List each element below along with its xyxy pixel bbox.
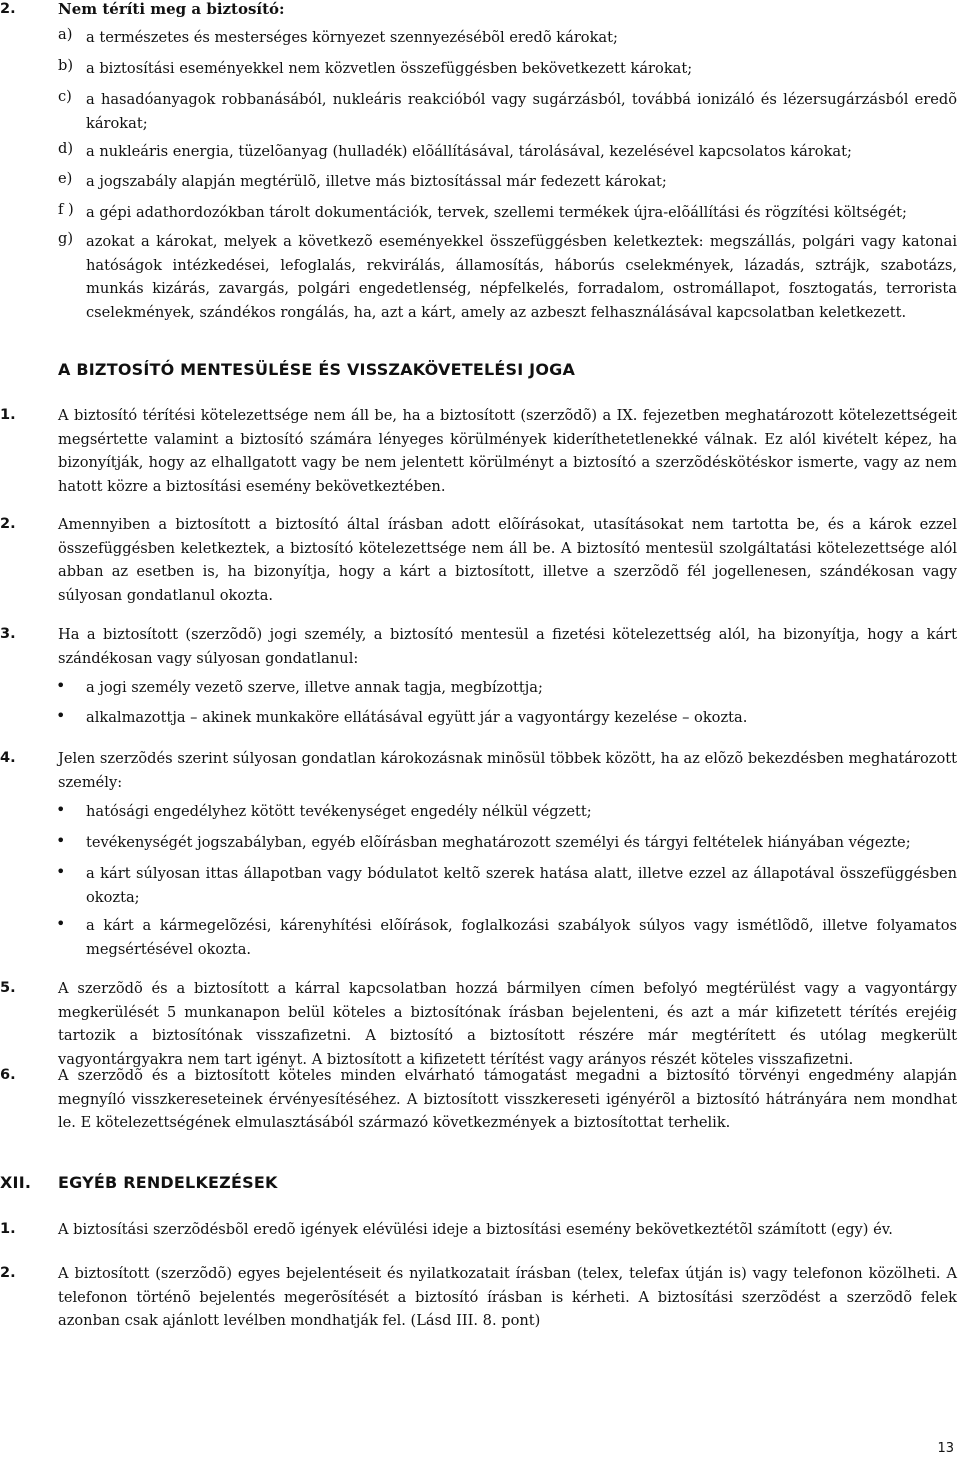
chapter-number: XII. <box>0 1173 32 1192</box>
list-letter: c) <box>58 88 72 105</box>
list-item-text: a hasadóanyagok robbanásából, nukleáris reakcióból vagy sugárzásból, továbbá ionizáló és lézersugárzásból eredõ károkat; <box>86 91 957 132</box>
list-item-text: a jogszabály alapján megtérülõ, illetve más biztosítással már fedezett károkat; <box>86 173 667 190</box>
paragraph-number: 5. <box>0 980 16 996</box>
paragraph-text: Amennyiben a biztosított a biztosító által írásban adott elõírásokat, utasításokat nem tartotta be, és a károk ezzel összefüggésben keletkeztek, a biztosító kötelezettsége nem áll be. A biztosító mentesül szolgáltatási kötelezettsége alól abban az esetben is, ha bizonyítja, hogy a kárt a biztosított, illetve a szerzõdõ fél jogellenesen, szándékosan vagy súlyosan gondatlanul okozta. <box>58 516 957 604</box>
bullet-text: a kárt súlyosan ittas állapotban vagy bódulatot keltõ szerek hatása alatt, illetve ezzel az állapotával összefüggésben okozta; <box>86 865 957 906</box>
bullet-icon: • <box>56 914 66 933</box>
list-letter: d) <box>58 140 74 157</box>
bullet-icon: • <box>56 800 66 819</box>
list-item-text: a gépi adathordozókban tárolt dokumentációk, tervek, szellemi termékek újra-elõállítási és rögzítési költségét; <box>86 204 907 221</box>
paragraph-text: Ha a biztosított (szerzõdõ) jogi személy, a biztosító mentesül a fizetési kötelezettség alól, ha bizonyítja, hogy a kárt szándékosan vagy súlyosan gondatlanul: <box>58 626 957 667</box>
paragraph-text: A biztosított (szerzõdõ) egyes bejelentéseit és nyilatkozatait írásban (telex, telefax útján is) vagy telefonon közölheti. A telefonon történõ bejelentés megerõsítését a biztosító írásban is kérheti. A biztosítási szerzõdést a szerzõdõ felek azonban csak ajánlott levélben mondhatják fel. (Lásd III. 8. pont) <box>58 1265 957 1330</box>
list-item-text: azokat a károkat, melyek a következõ eseményekkel összefüggésben keletkeztek: megszállás, polgári vagy katonai hatóságok intézkedései, lefoglalás, rekvirálás, államosítás, háborús cselekmények, lázadás, sztrájk, szabotázs, munkás kizárás, zavargás, polgári engedetlenség, népfelkelés, forradalom, ostromállapot, fosztogatás, terrorista cselekmények, szándékos rongálás, ha, azt a kárt, amely az azbeszt felhasználásával kapcsolatban keletkezett. <box>86 233 957 321</box>
paragraph-number: 1. <box>0 407 16 423</box>
paragraph-number: 3. <box>0 626 16 642</box>
list-item-text: a biztosítási eseményekkel nem közvetlen összefüggésben bekövetkezett károkat; <box>86 60 693 77</box>
bullet-icon: • <box>56 862 66 881</box>
bullet-text: a jogi személy vezetõ szerve, illetve annak tagja, megbízottja; <box>86 679 543 696</box>
paragraph-number: 2. <box>0 516 16 532</box>
paragraph-number: 4. <box>0 750 16 766</box>
paragraph-number: 6. <box>0 1067 16 1083</box>
chapter-heading: EGYÉB RENDELKEZÉSEK <box>58 1173 278 1192</box>
list-letter: a) <box>58 26 73 43</box>
paragraph-text: Jelen szerzõdés szerint súlyosan gondatlan károkozásnak minõsül többek között, ha az elõzõ bekezdésben meghatározott személy: <box>58 750 957 791</box>
bullet-text: tevékenységét jogszabályban, egyéb elõírásban meghatározott személyi és tárgyi feltételek hiányában végezte; <box>86 834 911 851</box>
paragraph-text: A biztosító térítési kötelezettsége nem áll be, ha a biztosított (szerzõdõ) a IX. fejezetben meghatározott kötelezettségeit megsértette valamint a biztosító számára lényeges körülmények kideríthetetlenekké válnak. Ez alól kivételt képez, ha bizonyítják, hogy az elhallgatott vagy be nem jelentett körülményt a biztosító a szerzõdéskötéskor ismerte, vagy az nem hatott közre a biztosítási esemény bekövetkeztében. <box>58 407 957 495</box>
paragraph-text: A szerzõdõ és a biztosított köteles minden elvárható támogatást megadni a biztosító törvényi engedmény alapján megnyíló visszkereseteinek érvényesítéséhez. A biztosított visszkereseti igényérõl a biztosító hátrányára nem mondhat le. E kötelezettségének elmulasztásából származó következmények a biztosítottat terhelik. <box>58 1067 957 1132</box>
bullet-text: hatósági engedélyhez kötött tevékenységet engedély nélkül végzett; <box>86 803 592 820</box>
page-number: 13 <box>937 1441 954 1456</box>
list-letter: e) <box>58 170 73 187</box>
section-title: Nem téríti meg a biztosító: <box>58 0 285 18</box>
bullet-text: a kárt a kármegelõzési, kárenyhítési elõírások, foglalkozási szabályok súlyos vagy ismétlõdõ, illetve folyamatos megsértésével okozta. <box>86 917 957 958</box>
bullet-text: alkalmazottja – akinek munkaköre ellátásával együtt jár a vagyontárgy kezelése – okozta. <box>86 709 748 726</box>
list-letter: f ) <box>58 201 74 218</box>
list-item-text: a nukleáris energia, tüzelõanyag (hulladék) elõállításával, tárolásával, kezelésével kapcsolatos károkat; <box>86 143 852 160</box>
section-heading: A BIZTOSÍTÓ MENTESÜLÉSE ÉS VISSZAKÖVETELÉSI JOGA <box>58 360 576 379</box>
section-number: 2. <box>0 1 16 17</box>
bullet-icon: • <box>56 831 66 850</box>
bullet-icon: • <box>56 676 66 695</box>
list-letter: g) <box>58 230 74 247</box>
paragraph-number: 2. <box>0 1265 16 1281</box>
paragraph-number: 1. <box>0 1221 16 1237</box>
paragraph-text: A szerzõdõ és a biztosított a kárral kapcsolatban hozzá bármilyen címen befolyó megtérülést vagy a vagyontárgy megkerülését 5 munkanapon belül köteles a biztosítónak írásban bejelenteni, és azt a már kifizetett térítés erejéig tartozik a biztosítónak visszafizetni. A biztosító a biztosított részére már megtérített és utólag megkerült vagyontárgyakra nem tart igényt. A biztosított a kifizetett térítést vagy arányos részét köteles visszafizetni. <box>58 980 957 1068</box>
bullet-icon: • <box>56 706 66 725</box>
list-letter: b) <box>58 57 74 74</box>
paragraph-text: A biztosítási szerzõdésbõl eredõ igények elévülési ideje a biztosítási esemény bekövetkeztétõl számított (egy) év. <box>58 1221 893 1238</box>
list-item-text: a természetes és mesterséges környezet szennyezésébõl eredõ károkat; <box>86 29 618 46</box>
